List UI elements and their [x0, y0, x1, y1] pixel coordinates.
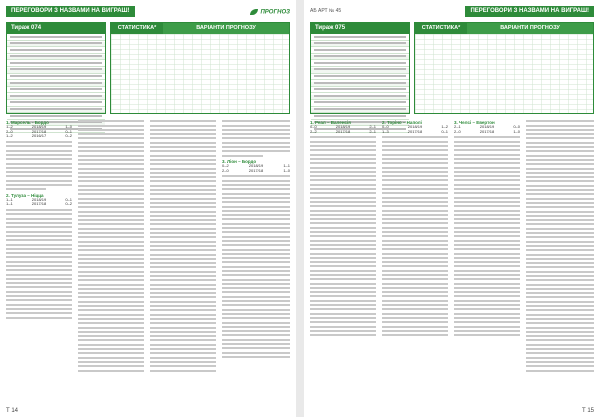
- match-block: 2. Тулуза – Ніцца 1–1 2018/19 0–1 1–1 2017/18 0–2: [6, 192, 72, 207]
- right-col-4: [526, 118, 594, 405]
- right-tables: [310, 22, 594, 114]
- left-articles: [6, 118, 290, 405]
- right-col-1: [310, 118, 376, 405]
- left-table-title: Тираж 074: [7, 23, 105, 34]
- left-forecast-grid: [110, 22, 290, 114]
- right-page: [304, 0, 600, 417]
- left-header: [6, 6, 290, 18]
- issue-number: АБ АРТ № 45: [310, 8, 342, 14]
- match-block: 1. Реал – Валенсія 0–0 2018/19 2–1 2–2 2017/18 2–1: [310, 120, 376, 134]
- left-stats-label: СТАТИСТИКА*: [111, 23, 163, 34]
- left-variants-label: ВАРІАНТИ ПРОГНОЗУ: [163, 23, 289, 34]
- right-table-title: Тираж 075: [311, 23, 409, 34]
- left-col-2: [78, 118, 144, 405]
- left-page: [0, 0, 296, 417]
- match-block: 3. Челсі – Евертон 2–1 2018/19 0–0 2–0 2017/18 1–0: [454, 120, 520, 134]
- leaf-icon: [250, 9, 258, 15]
- right-section-title: ПЕРЕГОВОРИ З НАЗВАМИ НА ВИГРАШ!: [465, 6, 594, 17]
- right-stats-label: СТАТИСТИКА*: [415, 23, 467, 34]
- left-draw-table: [6, 22, 106, 114]
- right-draw-table: [310, 22, 410, 114]
- left-section-title: ПЕРЕГОВОРИ З НАЗВАМИ НА ВИГРАШ!: [6, 6, 135, 17]
- left-page-number: Т 14: [6, 408, 19, 414]
- brand-logo: ПРОГНОЗ: [250, 9, 290, 16]
- page-gutter: [296, 0, 304, 417]
- right-page-number: Т 15: [581, 408, 594, 414]
- right-header: [310, 6, 594, 18]
- match-block: 2. Торіно – Наполі 0–0 2018/19 1–2 1–3 2017/18 0–1: [382, 120, 448, 134]
- right-col-2: [382, 118, 448, 405]
- match-block: 1. Марсель - Бордо 1–2 2018/19 1–0 2–0 2017/18 0–1 1–2 2016/17 0–2: [6, 120, 72, 139]
- left-col-1: [6, 118, 72, 405]
- left-col-4: [222, 118, 290, 405]
- right-forecast-grid: [414, 22, 594, 114]
- right-variants-label: ВАРІАНТИ ПРОГНОЗУ: [467, 23, 593, 34]
- right-articles: [310, 118, 594, 405]
- right-col-3: [454, 118, 520, 405]
- left-tables: [6, 22, 290, 114]
- match-block: 3. Ліон – Бордо 0–2 2018/19 1–1 2–0 2017/18 1–0: [222, 158, 290, 173]
- left-col-3: [150, 118, 216, 405]
